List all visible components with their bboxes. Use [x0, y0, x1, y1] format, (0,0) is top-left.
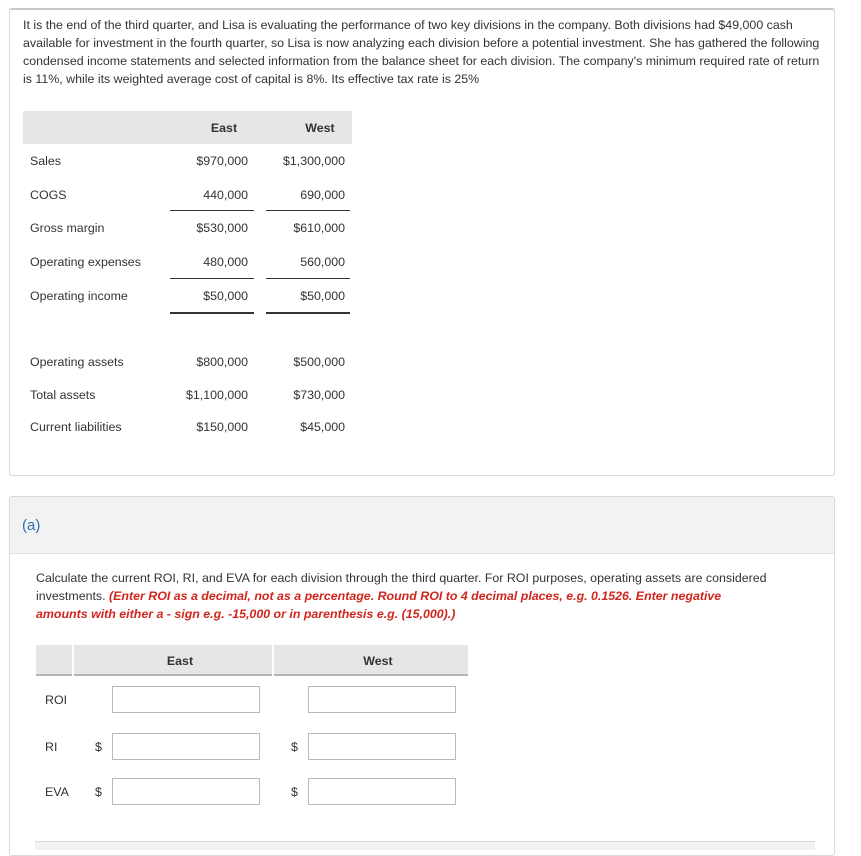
cogs-west-underline	[266, 210, 350, 211]
ri-west-dollar-sign: $	[291, 740, 298, 754]
row-label-gross-margin: Gross margin	[30, 221, 105, 235]
instruction-text: Calculate the current ROI, RI, and EVA for each division through the third quarter. For ROI purposes, operating assets are considered investments.	[36, 571, 767, 603]
cogs-east: 440,000	[203, 188, 248, 202]
cogs-east-underline	[170, 210, 254, 211]
ri-east-input[interactable]	[112, 733, 260, 760]
part-a-label: (a)	[22, 517, 41, 534]
part-a-header	[10, 497, 834, 554]
op-income-east-double-underline	[170, 312, 254, 314]
row-label-operating-assets: Operating assets	[30, 355, 124, 369]
row-label-operating-expenses: Operating expenses	[30, 255, 141, 269]
opex-east-underline	[170, 278, 254, 279]
problem-card	[9, 8, 835, 476]
operating-expenses-east: 480,000	[203, 255, 248, 269]
col-head-east: East	[210, 121, 238, 135]
opex-west-underline	[266, 278, 350, 279]
op-income-west-double-underline	[266, 312, 350, 314]
row-label-current-liabilities: Current liabilities	[30, 420, 122, 434]
total-assets-west: $730,000	[293, 388, 345, 402]
eva-west-input[interactable]	[308, 778, 456, 805]
answer-header-label-cell	[36, 645, 72, 676]
financials-header	[23, 111, 352, 144]
answer-col-head-east: East	[166, 654, 194, 668]
current-liabilities-west: $45,000	[300, 420, 345, 434]
cogs-west: 690,000	[300, 188, 345, 202]
row-label-sales: Sales	[30, 154, 61, 168]
operating-expenses-west: 560,000	[300, 255, 345, 269]
answer-label-roi: ROI	[45, 693, 68, 707]
sales-west: $1,300,000	[282, 154, 345, 168]
operating-income-west: $50,000	[300, 289, 345, 303]
operating-assets-east: $800,000	[196, 355, 248, 369]
row-label-cogs: COGS	[30, 188, 67, 202]
operating-assets-west: $500,000	[293, 355, 345, 369]
roi-east-input[interactable]	[112, 686, 260, 713]
gross-margin-east: $530,000	[196, 221, 248, 235]
col-head-west: West	[305, 121, 335, 135]
row-label-total-assets: Total assets	[30, 388, 96, 402]
instruction-note: (Enter ROI as a decimal, not as a percentage. Round ROI to 4 decimal places, e.g. 0.1526. Enter negative amounts with either a - sign e.g. -15,000 or in parenthesis e.g. (15,000).)	[36, 589, 722, 621]
row-label-operating-income: Operating income	[30, 289, 128, 303]
sales-east: $970,000	[196, 154, 248, 168]
eva-east-dollar-sign: $	[95, 785, 102, 799]
part-a-card	[9, 496, 835, 856]
ri-east-dollar-sign: $	[95, 740, 102, 754]
operating-income-east: $50,000	[203, 289, 248, 303]
eva-east-input[interactable]	[112, 778, 260, 805]
gross-margin-west: $610,000	[293, 221, 345, 235]
answer-col-head-west: West	[363, 654, 393, 668]
total-assets-east: $1,100,000	[185, 388, 248, 402]
answer-label-ri: RI	[45, 740, 58, 754]
roi-west-input[interactable]	[308, 686, 456, 713]
intro-text: It is the end of the third quarter, and Lisa is evaluating the performance of two key divisions in the company. Both divisions had $49,000 cash available for investment in the fourth quarter, so Lisa is now analyzing each division before a potential investment. She has gathered the following condensed income statements and selected information from the balance sheet for each division. The company's minimum required rate of return is 11%, while its weighted average cost of capital is 8%. Its effective tax rate is 25%	[23, 18, 820, 86]
eva-west-dollar-sign: $	[291, 785, 298, 799]
ri-west-input[interactable]	[308, 733, 456, 760]
answer-label-eva: EVA	[45, 785, 69, 799]
current-liabilities-east: $150,000	[196, 420, 248, 434]
part-a-instructions	[36, 569, 776, 623]
